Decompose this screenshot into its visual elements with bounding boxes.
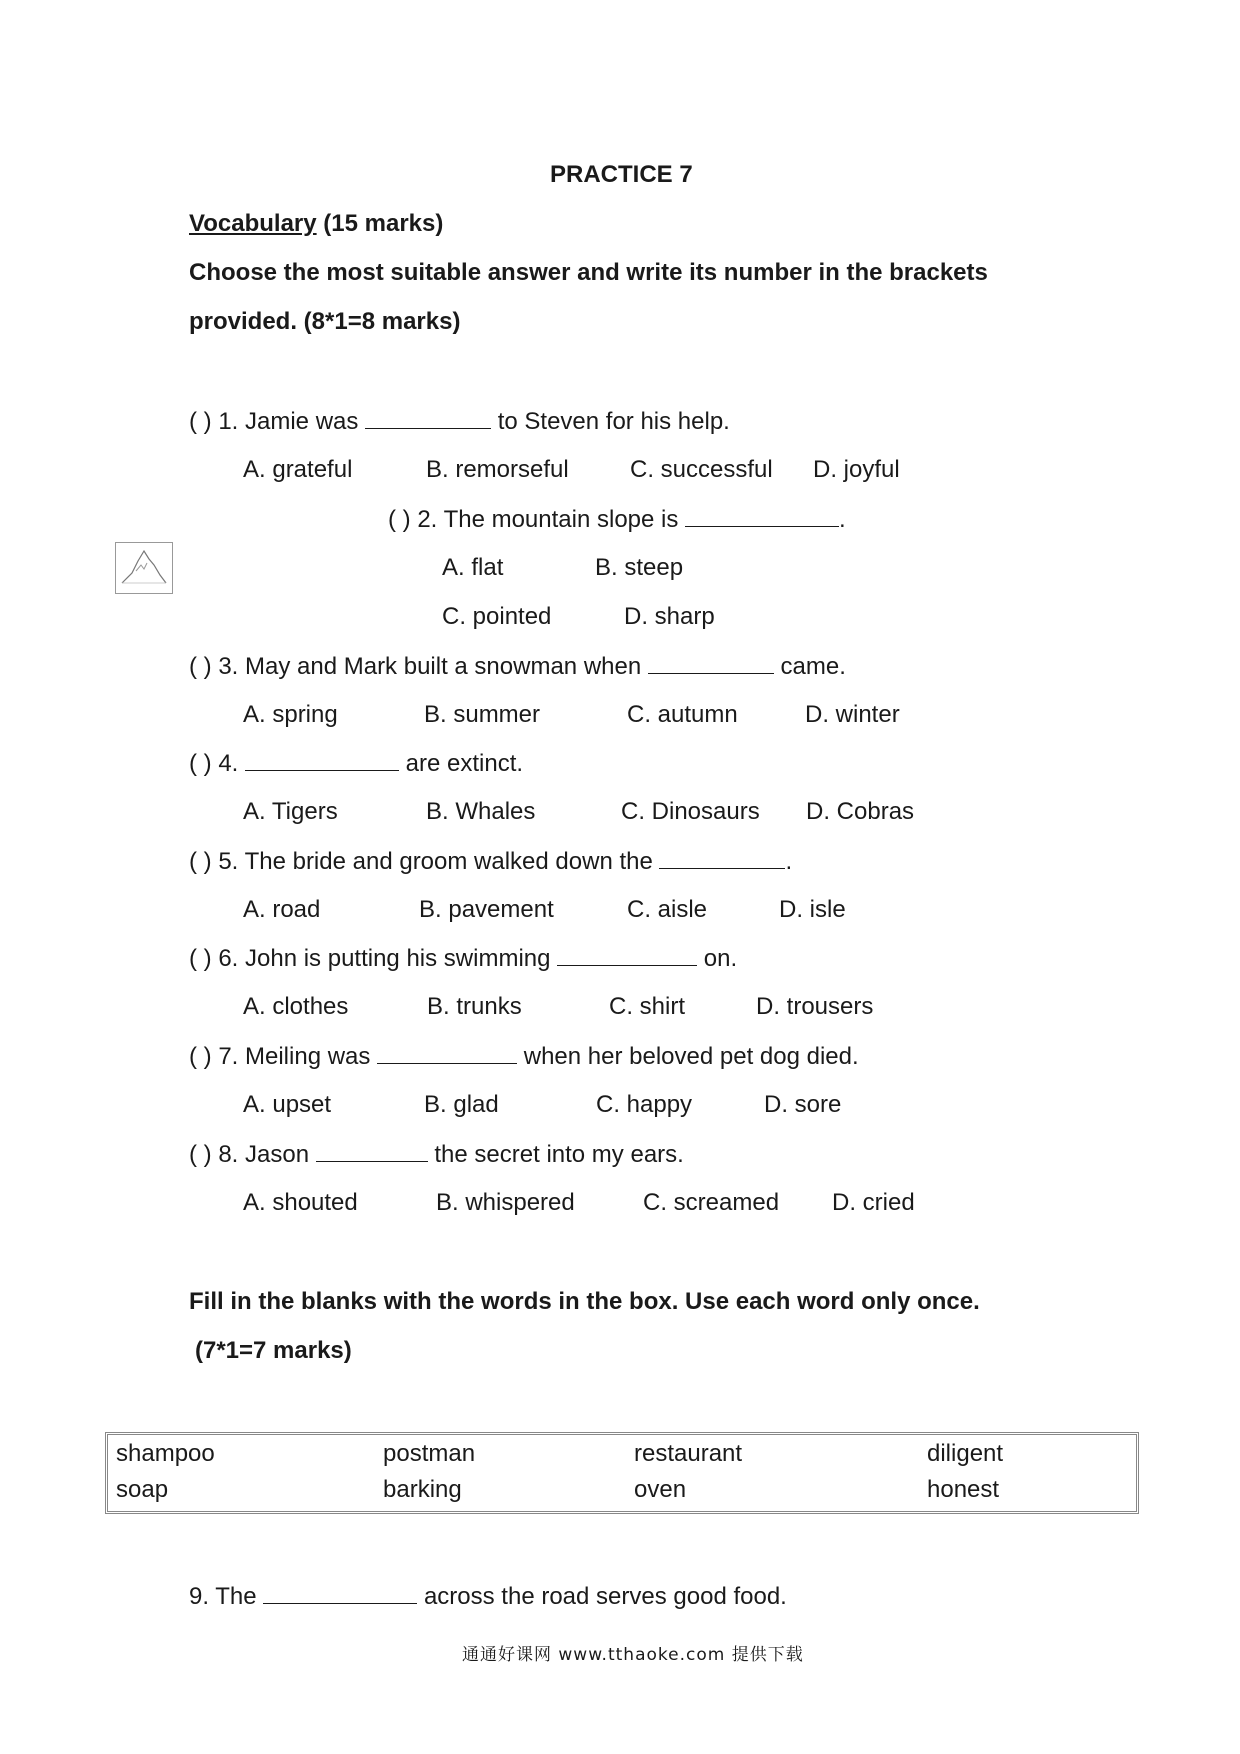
option: A. spring bbox=[243, 701, 338, 728]
option: D. sore bbox=[764, 1091, 842, 1118]
option: C. screamed bbox=[643, 1189, 780, 1216]
word-box-word: soap bbox=[116, 1476, 169, 1503]
question-text: are extinct. bbox=[399, 750, 524, 777]
word-box-word: oven bbox=[634, 1476, 687, 1503]
question-text: ( ) 1. Jamie was bbox=[189, 408, 366, 435]
option: B. pavement bbox=[419, 896, 554, 923]
option: A. Tigers bbox=[243, 798, 338, 825]
option: A. upset bbox=[243, 1091, 332, 1118]
question-text: ( ) 7. Meiling was bbox=[189, 1043, 378, 1070]
question-5 bbox=[189, 846, 792, 877]
option: D. winter bbox=[805, 701, 900, 728]
question-7 bbox=[189, 1041, 859, 1072]
option: A. road bbox=[243, 896, 321, 923]
option: C. aisle bbox=[627, 896, 708, 923]
option: C. autumn bbox=[627, 701, 738, 728]
answer-blank[interactable] bbox=[377, 1041, 517, 1064]
option: C. happy bbox=[596, 1091, 693, 1118]
question-text: ( ) 4. bbox=[189, 750, 246, 777]
option: A. shouted bbox=[243, 1189, 358, 1216]
question-text: ( ) 3. May and Mark built a snowman when bbox=[189, 653, 648, 680]
word-box-word: barking bbox=[383, 1476, 462, 1503]
page-footer: 通通好课网 www.tthaoke.com 提供下载 bbox=[462, 1645, 804, 1665]
instruction-part2-line1: Fill in the blanks with the words in the box. Use each word only once. bbox=[189, 1288, 980, 1315]
answer-blank[interactable] bbox=[659, 846, 785, 869]
word-box-word: honest bbox=[927, 1476, 1000, 1503]
word-box bbox=[105, 1432, 1139, 1514]
question-3 bbox=[189, 651, 846, 682]
option: B. steep bbox=[595, 554, 684, 581]
question-1 bbox=[189, 406, 730, 437]
word-box-word: postman bbox=[383, 1440, 476, 1467]
answer-blank[interactable] bbox=[263, 1581, 417, 1604]
section-title: Vocabulary bbox=[189, 210, 317, 237]
option: D. isle bbox=[779, 896, 846, 923]
question-text: the secret into my ears. bbox=[427, 1141, 684, 1168]
option: A. clothes bbox=[243, 993, 349, 1020]
option: B. glad bbox=[424, 1091, 499, 1118]
answer-blank[interactable] bbox=[316, 1139, 428, 1162]
option: A. flat bbox=[442, 554, 504, 581]
question-4 bbox=[189, 748, 523, 779]
option: D. cried bbox=[832, 1189, 915, 1216]
answer-blank[interactable] bbox=[685, 504, 839, 527]
question-text: when her beloved pet dog died. bbox=[517, 1043, 859, 1070]
word-box-word: restaurant bbox=[634, 1440, 743, 1467]
word-box-word: diligent bbox=[927, 1440, 1004, 1467]
question-text: 9. The bbox=[189, 1583, 264, 1610]
word-box-word: shampoo bbox=[116, 1440, 215, 1467]
option: C. Dinosaurs bbox=[621, 798, 760, 825]
option: B. trunks bbox=[427, 993, 522, 1020]
answer-blank[interactable] bbox=[365, 406, 491, 429]
question-text: to Steven for his help. bbox=[491, 408, 730, 435]
question-text: on. bbox=[697, 945, 738, 972]
option: B. summer bbox=[424, 701, 541, 728]
question-text: . bbox=[785, 848, 793, 875]
answer-blank[interactable] bbox=[245, 748, 399, 771]
question-9 bbox=[189, 1581, 787, 1612]
question-text: came. bbox=[773, 653, 846, 680]
option: C. shirt bbox=[609, 993, 686, 1020]
option: D. joyful bbox=[813, 456, 900, 483]
question-text: ( ) 8. Jason bbox=[189, 1141, 316, 1168]
option: D. sharp bbox=[624, 603, 715, 630]
question-6 bbox=[189, 943, 737, 974]
answer-blank[interactable] bbox=[557, 943, 697, 966]
answer-blank[interactable] bbox=[648, 651, 774, 674]
option: B. remorseful bbox=[426, 456, 569, 483]
question-8 bbox=[189, 1139, 684, 1170]
question-text: ( ) 5. The bride and groom walked down the bbox=[189, 848, 660, 875]
option: D. trousers bbox=[756, 993, 874, 1020]
option: A. grateful bbox=[243, 456, 353, 483]
page-title: PRACTICE 7 bbox=[550, 161, 693, 188]
question-text: across the road serves good food. bbox=[417, 1583, 787, 1610]
question-2 bbox=[388, 504, 846, 535]
question-text: ( ) 2. The mountain slope is bbox=[388, 506, 686, 533]
option: D. Cobras bbox=[806, 798, 915, 825]
question-text: ( ) 6. John is putting his swimming bbox=[189, 945, 558, 972]
option: C. pointed bbox=[442, 603, 552, 630]
mountain-image bbox=[115, 542, 173, 594]
option: C. successful bbox=[630, 456, 773, 483]
instruction-part1-line2: provided. (8*1=8 marks) bbox=[189, 308, 461, 335]
option: B. Whales bbox=[426, 798, 536, 825]
instruction-part1-line1: Choose the most suitable answer and write its number in the brackets bbox=[189, 259, 988, 286]
option: B. whispered bbox=[436, 1189, 575, 1216]
section-marks: (15 marks) bbox=[316, 210, 444, 237]
question-text: . bbox=[839, 506, 846, 533]
instruction-part2-line2: (7*1=7 marks) bbox=[195, 1337, 352, 1364]
section-heading bbox=[189, 209, 443, 239]
